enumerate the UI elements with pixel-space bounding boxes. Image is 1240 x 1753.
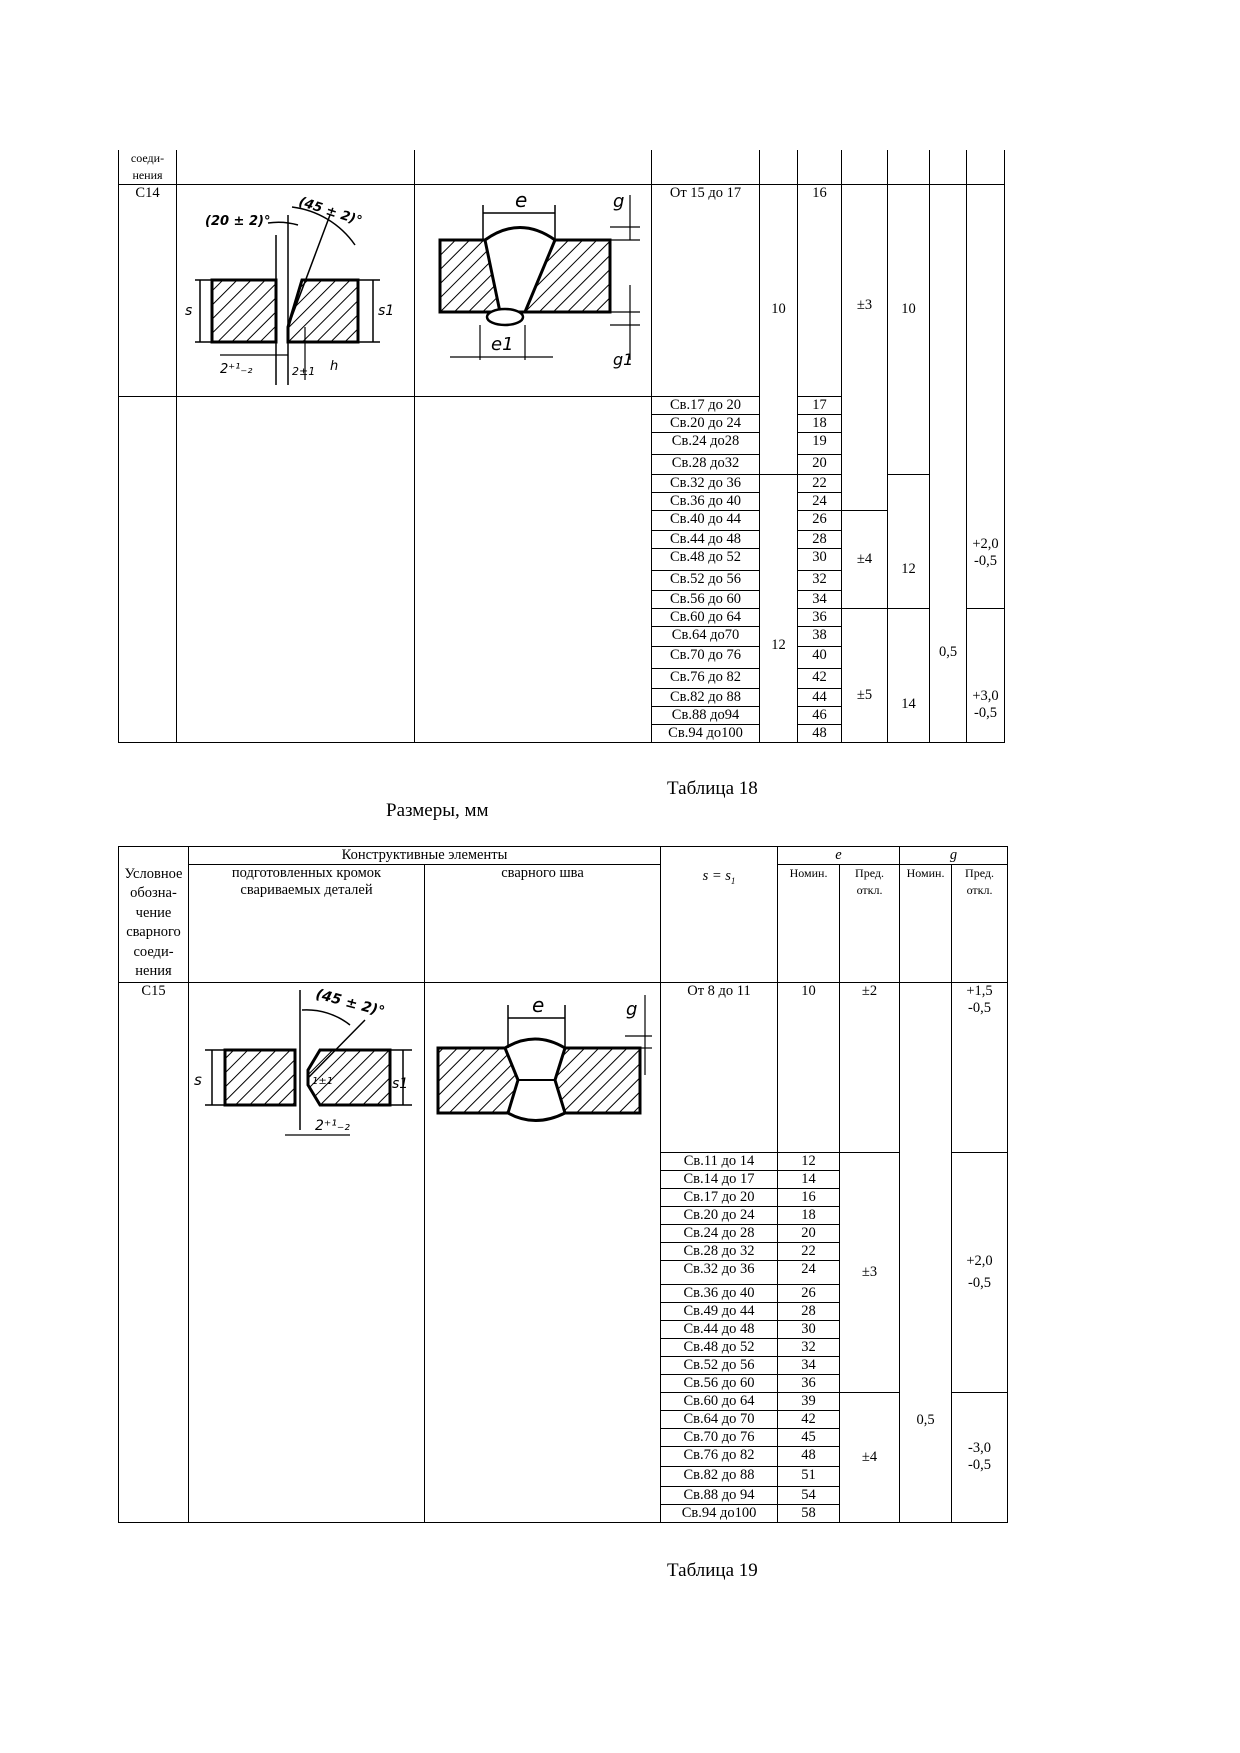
thickness-range: Св.44 до 48	[661, 1320, 778, 1338]
header-e: e	[778, 847, 900, 865]
gap-label: 2⁺¹₋₂	[220, 362, 253, 377]
e-tolerance: ±5	[842, 609, 888, 743]
thickness-range: Св.36 до 40	[652, 493, 760, 511]
thickness-range: От 15 до 17	[652, 185, 760, 397]
b-value: 10	[760, 185, 798, 475]
g-tolerance: +2,0 -0,5	[952, 1152, 1008, 1392]
header-prepared-edges: подготовленных кромок свариваемых деталей	[189, 865, 425, 983]
thickness-range: Св.24 до 28	[661, 1224, 778, 1242]
e-nominal: 32	[798, 571, 842, 591]
e-nominal: 20	[778, 1224, 840, 1242]
g1-value: 0,5	[930, 185, 967, 743]
e-nominal: 18	[778, 1206, 840, 1224]
thickness-range: Св.14 до 17	[661, 1170, 778, 1188]
header-constructive-elements: Конструктивные элементы	[189, 847, 661, 865]
thickness-range: Св.17 до 20	[661, 1188, 778, 1206]
thickness-range: Св.60 до 64	[661, 1392, 778, 1410]
e-tolerance: ±3	[840, 1152, 900, 1392]
thickness-range: Св.88 до94	[652, 707, 760, 725]
e-nominal: 19	[798, 433, 842, 455]
e-nominal: 45	[778, 1428, 840, 1446]
thickness-range: Св.32 до 36	[661, 1260, 778, 1284]
thickness-range: Св.94 до100	[652, 725, 760, 743]
thickness-range: Св.48 до 52	[661, 1338, 778, 1356]
b-value: 12	[760, 475, 798, 743]
g1-label: g1	[613, 350, 634, 369]
e-nominal: 36	[798, 609, 842, 627]
g-tolerance: +2,0 -0,5	[967, 185, 1005, 609]
thickness-range: Св.20 до 24	[652, 415, 760, 433]
weld-seam-drawing-c15	[430, 990, 655, 1130]
e-nominal: 39	[778, 1392, 840, 1410]
g-label: g	[626, 999, 638, 1020]
e-tolerance: ±3	[842, 185, 888, 511]
header-designation: Условное обозна- чение сварного соеди- нения	[119, 865, 189, 983]
e-nominal: 26	[778, 1284, 840, 1302]
thickness-range: Св.70 до 76	[652, 647, 760, 669]
g-nominal: 0,5	[900, 982, 952, 1522]
e-label: e	[532, 993, 545, 1017]
e-nominal: 40	[798, 647, 842, 669]
header-e-deviation: Пред. откл.	[840, 865, 900, 983]
s1-label: s1	[378, 303, 395, 319]
e-tolerance: ±4	[842, 511, 888, 609]
header-g: g	[900, 847, 1008, 865]
e-nominal: 32	[778, 1338, 840, 1356]
gap-label: 2⁺¹₋₂	[315, 1118, 350, 1134]
thickness-range: Св.24 до28	[652, 433, 760, 455]
e-nominal: 48	[798, 725, 842, 743]
e-nominal: 58	[778, 1504, 840, 1522]
e-nominal: 28	[778, 1302, 840, 1320]
thickness-range: Св.17 до 20	[652, 397, 760, 415]
e-nominal: 12	[778, 1152, 840, 1170]
e-nominal: 17	[798, 397, 842, 415]
e-nominal: 48	[778, 1446, 840, 1466]
thickness-range: Св.94 до100	[661, 1504, 778, 1522]
e-nominal: 14	[778, 1170, 840, 1188]
e-nominal: 34	[778, 1356, 840, 1374]
thickness-range: Св.88 до 94	[661, 1486, 778, 1504]
e-tolerance: ±2	[840, 982, 900, 1152]
thickness-range: Св.64 до70	[652, 627, 760, 647]
e-nominal: 51	[778, 1466, 840, 1486]
e-nominal: 44	[798, 689, 842, 707]
thickness-range: Св.32 до 36	[652, 475, 760, 493]
thickness-range: Св.11 до 14	[661, 1152, 778, 1170]
e-nominal: 34	[798, 591, 842, 609]
e-nominal: 30	[798, 549, 842, 571]
header-weld-seam: сварного шва	[425, 865, 661, 983]
thickness-range: Св.60 до 64	[652, 609, 760, 627]
e-nominal: 18	[798, 415, 842, 433]
e-nominal: 26	[798, 511, 842, 531]
thickness-range: Св.52 до 56	[652, 571, 760, 591]
units-caption: Размеры, мм	[386, 800, 489, 821]
thickness-range: Св.40 до 44	[652, 511, 760, 531]
thickness-range: Св.56 до 60	[661, 1374, 778, 1392]
g-tolerance: -3,0 -0,5	[952, 1392, 1008, 1522]
table-19-caption: Таблица 19	[667, 1560, 758, 1581]
thickness-range: Св.49 до 44	[661, 1302, 778, 1320]
header-s: $s = s_1$	[661, 865, 778, 983]
header-g-nominal: Номин.	[900, 865, 952, 983]
edge-preparation-drawing-c14	[180, 195, 410, 385]
thickness-range: Св.64 до 70	[661, 1410, 778, 1428]
g-label: g	[613, 191, 625, 212]
s-label: s	[194, 1071, 202, 1089]
g-nominal: 14	[888, 609, 930, 743]
thickness-range: Св.28 до 32	[661, 1242, 778, 1260]
thickness-range: Св.82 до 88	[661, 1466, 778, 1486]
thickness-range: Св.52 до 56	[661, 1356, 778, 1374]
e-nominal: 24	[778, 1260, 840, 1284]
thickness-range: От 8 до 11	[661, 982, 778, 1152]
e-nominal: 42	[798, 669, 842, 689]
s-label: s	[185, 303, 193, 319]
g-nominal: 12	[888, 475, 930, 609]
e-nominal: 10	[778, 982, 840, 1152]
thickness-range: Св.56 до 60	[652, 591, 760, 609]
e-nominal: 46	[798, 707, 842, 725]
thickness-range: Св.28 до32	[652, 455, 760, 475]
angle-45-label: (45 ± 2)°	[296, 195, 364, 230]
root-label: 2±1	[292, 365, 316, 378]
header-e-nominal: Номин.	[778, 865, 840, 983]
e-nominal: 16	[798, 185, 842, 397]
thickness-range: Св.76 до 82	[652, 669, 760, 689]
g-nominal: 10	[888, 185, 930, 475]
e-nominal: 28	[798, 531, 842, 549]
thickness-range: Св.48 до 52	[652, 549, 760, 571]
e-nominal: 38	[798, 627, 842, 647]
g-tolerance: +1,5 -0,5	[952, 982, 1008, 1152]
e-nominal: 20	[798, 455, 842, 475]
h-label: h	[330, 359, 339, 374]
table-18	[118, 846, 1008, 1523]
weld-seam-drawing-c14	[425, 185, 645, 385]
e-nominal: 16	[778, 1188, 840, 1206]
angle-45-label: (45 ± 2)°	[313, 986, 387, 1021]
e1-label: e1	[491, 334, 514, 355]
e-nominal: 22	[778, 1242, 840, 1260]
thickness-range: Св.82 до 88	[652, 689, 760, 707]
header-designation-tail: соеди- нения	[119, 150, 177, 185]
e-nominal: 54	[778, 1486, 840, 1504]
root-label: 1±1	[312, 1076, 334, 1087]
e-nominal: 24	[798, 493, 842, 511]
thickness-range: Св.20 до 24	[661, 1206, 778, 1224]
joint-designation: С15	[119, 982, 189, 1522]
e-nominal: 22	[798, 475, 842, 493]
thickness-range: Св.36 до 40	[661, 1284, 778, 1302]
header-g-deviation: Пред. откл.	[952, 865, 1008, 983]
e-nominal: 36	[778, 1374, 840, 1392]
g-tolerance: +3,0 -0,5	[967, 609, 1005, 743]
e-nominal: 42	[778, 1410, 840, 1428]
thickness-range: Св.70 до 76	[661, 1428, 778, 1446]
table-18-caption: Таблица 18	[667, 778, 758, 799]
s1-label: s1	[392, 1076, 409, 1092]
e-tolerance: ±4	[840, 1392, 900, 1522]
thickness-range: Св.44 до 48	[652, 531, 760, 549]
angle-20-label: (20 ± 2)°	[205, 214, 271, 229]
joint-designation: С14	[119, 185, 177, 397]
thickness-range: Св.76 до 82	[661, 1446, 778, 1466]
e-label: e	[515, 188, 528, 212]
e-nominal: 30	[778, 1320, 840, 1338]
edge-preparation-drawing-c15	[190, 980, 420, 1145]
